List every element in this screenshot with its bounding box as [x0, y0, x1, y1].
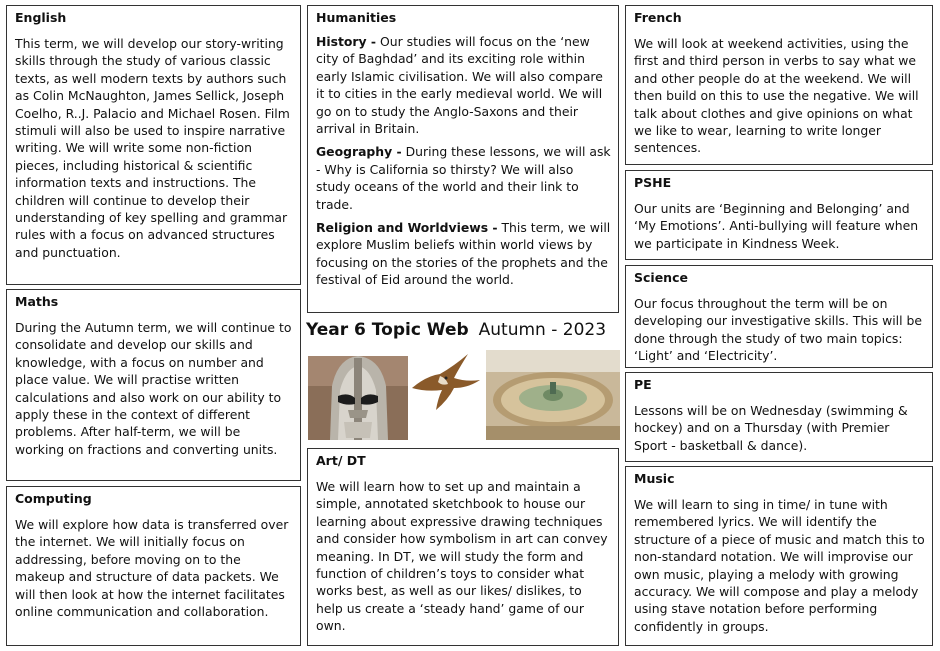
- english-panel: [6, 5, 301, 285]
- geography-paragraph: [316, 143, 611, 213]
- religion-text: This term, we will explore Muslim beliefs within world views by focusing on the stories of the prophets and the festival of Eid around the world.: [316, 220, 611, 288]
- round-city-image: [486, 350, 620, 440]
- science-body: Our focus throughout the term will be on developing our investigative skills. This will be done through the study of two main topics: ‘Light’ and ‘Electricity’.: [634, 296, 922, 364]
- humanities-heading: Humanities: [316, 10, 397, 25]
- science-panel: [625, 265, 933, 368]
- art-dt-body: We will learn how to set up and maintain a simple, annotated sketchbook to house our learning about expressive drawing techniques and consider how symbolism in art can convey meaning. In DT, we will study the form and function of children’s toys to consider what works best, as well as our likes/ dislikes, to help us create a ‘steady hand’ game of our own.: [316, 479, 608, 634]
- music-panel: [625, 466, 933, 646]
- music-heading: Music: [634, 471, 675, 486]
- maths-body: During the Autumn term, we will continue to consolidate and develop our skills and knowledge, with a focus on number and place value. We will practise written calculations and also work on our ability to apply these in the context of different problems. After half-term, we will be working on fractions and converting units.: [15, 320, 292, 457]
- french-panel: [625, 5, 933, 165]
- french-heading: French: [634, 10, 682, 25]
- religion-paragraph: [316, 219, 611, 289]
- computing-heading: Computing: [15, 491, 92, 506]
- history-text: Our studies will focus on the ‘new city of Baghdad’ and its exciting role within early Islamic civilisation. We will also compare it to cities in the early medieval world. We will go on to study the Anglo-Saxons and their arrival in Britain.: [316, 34, 603, 137]
- art-dt-panel: [307, 448, 619, 646]
- art-dt-heading: Art/ DT: [316, 453, 366, 468]
- topic-images: [308, 348, 620, 440]
- title-main: Year 6 Topic Web: [306, 320, 469, 340]
- eagle-image: [412, 354, 480, 410]
- humanities-panel: [307, 5, 619, 313]
- pshe-panel: [625, 170, 933, 260]
- religion-label: Religion and Worldviews -: [316, 220, 498, 236]
- computing-body: We will explore how data is transferred over the internet. We will initially focus on addressing, before moving on to the makeup and structure of data packets. We will then look at how the internet facilitates online communication and collaboration.: [15, 517, 289, 620]
- computing-panel: [6, 486, 301, 646]
- pe-body: Lessons will be on Wednesday (swimming & hockey) and on a Thursday (with Premier Sport - basketball & dance).: [634, 403, 908, 453]
- science-heading: Science: [634, 270, 688, 285]
- english-heading: English: [15, 10, 67, 25]
- geography-label: Geography -: [316, 144, 402, 160]
- english-body: This term, we will develop our story-writing skills through the study of various classic texts, as well modern texts by authors such as Colin McNaughton, James Sellick, Joseph Coelho, R..J. Palacio and Michael Rosen. Film stimuli will also be used to inspire narrative writing. We will write some non-fiction pieces, including historical & scientific information texts and instructions. The children will continue to develop their understanding of key spelling and grammar rules with a focus on advanced structures and punctuation.: [15, 36, 290, 260]
- page-title: [306, 320, 622, 348]
- history-label: History -: [316, 34, 377, 49]
- pe-panel: [625, 372, 933, 462]
- history-paragraph: [316, 33, 611, 137]
- french-body: We will look at weekend activities, using the first and third person in verbs to say what we and other people do at the weekend. We will then build on this to use the negative. We will talk about clothes and give opinions on what we like to wear, learning to write longer sentences.: [634, 36, 919, 156]
- title-term: Autumn - 2023: [478, 320, 607, 340]
- helmet-image: [308, 356, 408, 440]
- pshe-body: Our units are ‘Beginning and Belonging’ and ‘My Emotions’. Anti-bullying will feature when we participate in Kindness Week.: [634, 201, 919, 251]
- pe-heading: PE: [634, 377, 652, 392]
- geography-text: During these lessons, we will ask - Why is California so thirsty? We will also study oceans of the world and their link to trade.: [316, 144, 611, 212]
- maths-panel: [6, 289, 301, 481]
- maths-heading: Maths: [15, 294, 59, 309]
- music-body: We will learn to sing in time/ in tune with remembered lyrics. We will identify the structure of a piece of music and match this to non-standard notation. We will improvise our own music, playing a melody with growing accuracy. We will compose and play a melody using stave notation before performing confidently in groups.: [634, 497, 925, 634]
- pshe-heading: PSHE: [634, 175, 672, 190]
